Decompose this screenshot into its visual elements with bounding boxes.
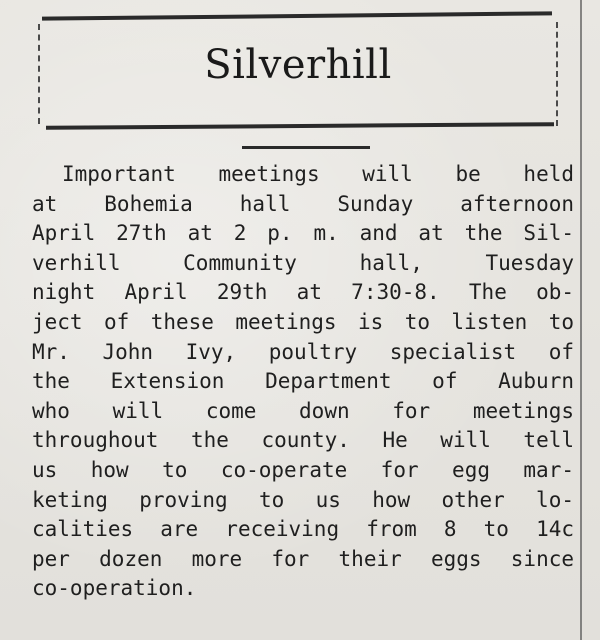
headline: Silverhill bbox=[204, 42, 392, 88]
headline-box-bottom-rule bbox=[46, 122, 554, 130]
article-line: night April 29th at 7:30-8. The ob- bbox=[32, 280, 574, 305]
headline-divider-rule bbox=[242, 146, 370, 149]
article-line: the Extension Department of Auburn bbox=[32, 369, 574, 394]
article-line: throughout the county. He will tell bbox=[32, 428, 574, 453]
article-line: per dozen more for their eggs since bbox=[32, 546, 574, 571]
article-line: us how to co-operate for egg mar- bbox=[32, 457, 574, 482]
article-body bbox=[32, 160, 574, 604]
article-line: calities are receiving from 8 to 14c bbox=[32, 517, 574, 542]
column-divider-rule bbox=[580, 0, 582, 640]
headline-box bbox=[38, 14, 558, 132]
article-line: at Bohemia hall Sunday afternoon bbox=[32, 191, 574, 216]
article-line: April 27th at 2 p. m. and at the Sil- bbox=[32, 221, 574, 246]
article-line: co-operation. bbox=[32, 576, 197, 601]
article-line: Important meetings will be held bbox=[62, 162, 574, 186]
article-line: ject of these meetings is to listen to bbox=[32, 309, 574, 334]
article-line: who will come down for meetings bbox=[32, 398, 574, 423]
article-line: keting proving to us how other lo- bbox=[32, 487, 574, 512]
article-line: verhill Community hall, Tuesday bbox=[32, 250, 574, 275]
article-line: Mr. John Ivy, poultry specialist of bbox=[32, 339, 574, 364]
headline-box-top-rule bbox=[42, 11, 552, 20]
